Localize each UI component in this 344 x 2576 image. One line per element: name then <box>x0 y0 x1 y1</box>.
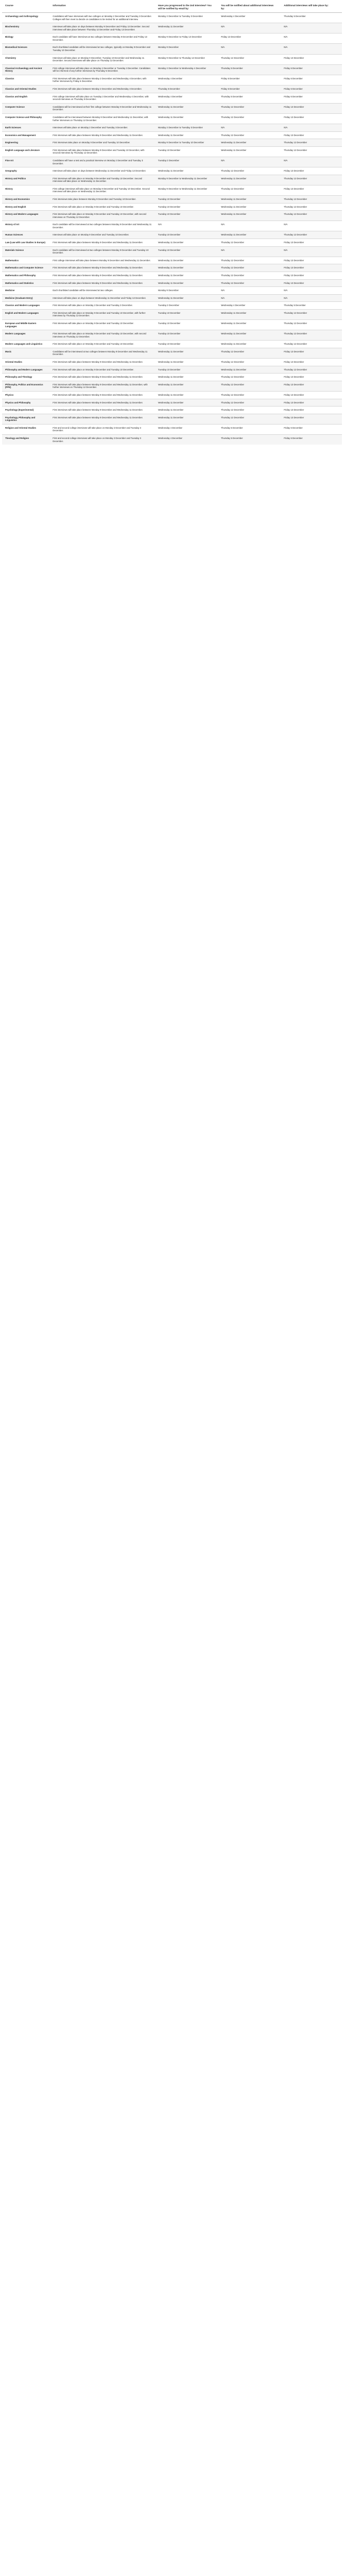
header-information: Information <box>50 3 155 12</box>
additional-notice-cell: N/A <box>218 124 281 132</box>
information-cell: Each candidate will be interviewed at two colleges between Monday 9 December and Tuesday 10 December. <box>50 246 155 257</box>
additional-date-cell: Thursday 12 December <box>281 231 342 239</box>
table-row <box>2 381 342 391</box>
course-cell: Computer Science <box>2 103 50 113</box>
additional-date-cell: Friday 13 December <box>281 167 342 175</box>
second-interview-notice-cell: Wednesday 11 December <box>155 381 218 391</box>
additional-date-cell: Thursday 12 December <box>281 366 342 374</box>
information-cell: First interviews will take place between Monday 9 December and Wednesday 11 December. <box>50 414 155 424</box>
course-cell: Modern Languages <box>2 330 50 341</box>
course-cell: Biology <box>2 33 50 44</box>
second-interview-notice-cell: Wednesday 4 December <box>155 424 218 434</box>
course-cell: Philosophy, Politics and Economics (PPE) <box>2 381 50 391</box>
information-cell: First interviews will take place on Monday 9 December and Tuesday 10 December. <box>50 320 155 330</box>
table-row <box>2 302 342 310</box>
course-cell: History and Modern Languages <box>2 211 50 221</box>
additional-notice-cell: Wednesday 11 December <box>218 196 281 204</box>
additional-notice-cell: Thursday 5 December <box>218 64 281 75</box>
course-cell: History and Politics <box>2 175 50 185</box>
table-row <box>2 33 342 44</box>
course-cell: Music <box>2 348 50 358</box>
additional-date-cell: Friday 6 December <box>281 86 342 93</box>
second-interview-notice-cell: Wednesday 11 December <box>155 257 218 264</box>
additional-notice-cell: Thursday 12 December <box>218 239 281 247</box>
second-interview-notice-cell: Wednesday 4 December <box>155 93 218 103</box>
course-cell: Modern Languages and Linguistics <box>2 341 50 348</box>
additional-notice-cell: Thursday 12 December <box>218 381 281 391</box>
additional-notice-cell: Wednesday 11 December <box>218 366 281 374</box>
table-row <box>2 124 342 132</box>
additional-notice-cell: Thursday 12 December <box>218 348 281 358</box>
information-cell: First interviews will take place on Monday 2 December and Tuesday 3 December. <box>50 302 155 310</box>
information-cell: Each shortlisted candidate will be interviewed at two colleges, typically on Monday 9 December and Tuesday 10 December. <box>50 44 155 54</box>
additional-notice-cell: Wednesday 11 December <box>218 330 281 341</box>
additional-date-cell: Thursday 12 December <box>281 139 342 147</box>
additional-notice-cell: Thursday 12 December <box>218 131 281 139</box>
information-cell: First interviews will take place on Monday 9 December and Tuesday 10 December. Second interviews will take place on Wednesday 11 December. <box>50 175 155 185</box>
second-interview-notice-cell: Monday 9 December to Friday 13 December <box>155 33 218 44</box>
additional-notice-cell: Friday 6 December <box>218 86 281 93</box>
additional-notice-cell: Thursday 12 December <box>218 406 281 414</box>
course-cell: Theology and Religion <box>2 434 50 445</box>
second-interview-notice-cell: Wednesday 11 December <box>155 113 218 124</box>
information-cell: First interviews will take place on Monday 9 December and Tuesday 10 December, with second interviews on Thursday 12 December. <box>50 330 155 341</box>
table-row <box>2 196 342 204</box>
second-interview-notice-cell: Monday 9 December <box>155 287 218 295</box>
course-cell: History and Economics <box>2 196 50 204</box>
table-row <box>2 257 342 264</box>
second-interview-notice-cell: Wednesday 11 December <box>155 348 218 358</box>
second-interview-notice-cell: Tuesday 10 December <box>155 231 218 239</box>
additional-notice-cell: Thursday 12 December <box>218 272 281 279</box>
course-cell: Medicine (Graduate Entry) <box>2 294 50 302</box>
header-row <box>2 3 342 12</box>
information-cell: First interviews will take place between Monday 9 December and Wednesday 11 December. <box>50 359 155 366</box>
table-row <box>2 185 342 195</box>
table-row <box>2 330 342 341</box>
course-cell: Classical Archaeology and Ancient History <box>2 64 50 75</box>
table-row <box>2 424 342 434</box>
additional-date-cell: Friday 13 December <box>281 406 342 414</box>
table-body <box>2 12 342 445</box>
header-additional-date: Additional interviews will take place by: <box>281 3 342 12</box>
additional-date-cell: Friday 13 December <box>281 348 342 358</box>
table-row <box>2 175 342 185</box>
second-interview-notice-cell: Wednesday 11 December <box>155 414 218 424</box>
additional-notice-cell: N/A <box>218 157 281 167</box>
second-interview-notice-cell: Tuesday 10 December <box>155 203 218 211</box>
header-second-interview-notice: Have you progressed to the 2nd Interview? You will be notified by email by: <box>155 3 218 12</box>
table-header <box>2 3 342 12</box>
additional-date-cell: N/A <box>281 23 342 33</box>
information-cell: First college interviews will take place on Monday 9 December and Tuesday 10 December. Second interviews will take place on Wednesday 11 December. <box>50 185 155 195</box>
additional-date-cell: Friday 13 December <box>281 391 342 399</box>
information-cell: First interviews will take place between Monday 2 December and Wednesday 4 December, with further interviews by Friday 6 December. <box>50 75 155 85</box>
course-cell: Physics <box>2 391 50 399</box>
second-interview-notice-cell: Wednesday 11 December <box>155 294 218 302</box>
table-row <box>2 434 342 445</box>
page <box>0 0 344 448</box>
second-interview-notice-cell: Wednesday 4 December <box>155 434 218 445</box>
information-cell: Interviews will take place on Monday 9 December, Tuesday 10 December and Wednesday 11 December. Second interviews will take place on Thursday 12 December. <box>50 54 155 64</box>
information-cell: First interviews will take place between Monday 9 December and Wednesday 11 December, with further interviews on Thursday 12 December. <box>50 381 155 391</box>
course-cell: Economics and Management <box>2 131 50 139</box>
information-cell: First interviews will take place between Monday 9 December and Wednesday 11 December. <box>50 406 155 414</box>
table-row <box>2 348 342 358</box>
course-cell: Computer Science and Philosophy <box>2 113 50 124</box>
second-interview-notice-cell: Wednesday 11 December <box>155 131 218 139</box>
additional-notice-cell: Thursday 12 December <box>218 54 281 64</box>
table-row <box>2 374 342 381</box>
information-cell: Candidates will be interviewed at two colleges between Monday 9 December and Wednesday 11 December. <box>50 348 155 358</box>
information-cell: First interviews will take place between Monday 9 December and Wednesday 11 December. <box>50 374 155 381</box>
additional-notice-cell: N/A <box>218 44 281 54</box>
additional-date-cell: Thursday 5 December <box>281 302 342 310</box>
additional-date-cell: Thursday 12 December <box>281 146 342 157</box>
table-row <box>2 359 342 366</box>
course-cell: Classics and Oriental Studies <box>2 86 50 93</box>
additional-date-cell: Thursday 12 December <box>281 341 342 348</box>
table-row <box>2 264 342 272</box>
additional-notice-cell: Friday 13 December <box>218 33 281 44</box>
information-cell: First interviews will take place on Monday 9 December and Tuesday 10 December. <box>50 366 155 374</box>
course-cell: Classics and Modern Languages <box>2 302 50 310</box>
course-cell: Chemistry <box>2 54 50 64</box>
additional-notice-cell: Thursday 12 December <box>218 374 281 381</box>
additional-date-cell: Friday 13 December <box>281 374 342 381</box>
course-cell: Religion and Oriental Studies <box>2 424 50 434</box>
second-interview-notice-cell: Wednesday 11 December <box>155 239 218 247</box>
course-cell: Mathematics and Computer Science <box>2 264 50 272</box>
information-cell: Each shortlisted candidate will be interviewed at two colleges. <box>50 287 155 295</box>
information-cell: Candidates will be interviewed at their first college between Monday 9 December and Wednesday 11 December. <box>50 103 155 113</box>
course-cell: Earth Sciences <box>2 124 50 132</box>
additional-date-cell: N/A <box>281 44 342 54</box>
information-cell: Candidates will have a test and a practical interview on Monday 2 December and Tuesday 3 December. <box>50 157 155 167</box>
additional-notice-cell: Thursday 5 December <box>218 424 281 434</box>
information-cell: Interviews will take place on days between Wednesday 11 December and Friday 13 December. <box>50 294 155 302</box>
information-cell: Interviews will take place on Monday 2 December and Tuesday 3 December. <box>50 124 155 132</box>
additional-date-cell: Friday 13 December <box>281 113 342 124</box>
information-cell: First interviews take place on Monday 9 December and Tuesday 10 December. <box>50 139 155 147</box>
course-cell: Human Sciences <box>2 231 50 239</box>
second-interview-notice-cell: Tuesday 10 December <box>155 196 218 204</box>
additional-date-cell: Thursday 12 December <box>281 211 342 221</box>
information-cell: First interviews will take place between Monday 9 December and Wednesday 11 December. <box>50 264 155 272</box>
information-cell: Interviews will take place on days between Wednesday 11 December and Friday 13 December. <box>50 167 155 175</box>
additional-notice-cell: Thursday 12 December <box>218 167 281 175</box>
table-row <box>2 54 342 64</box>
second-interview-notice-cell: Tuesday 10 December <box>155 366 218 374</box>
course-cell: Classics <box>2 75 50 85</box>
table-row <box>2 231 342 239</box>
course-cell: Geography <box>2 167 50 175</box>
course-cell: Biochemistry <box>2 23 50 33</box>
course-cell: Law (Law with Law Studies in Europe) <box>2 239 50 247</box>
table-row <box>2 272 342 279</box>
course-cell: English Language and Literature <box>2 146 50 157</box>
information-cell: First interviews take place between Monday 9 December and Tuesday 10 December. <box>50 196 155 204</box>
course-cell: Psychology, Philosophy and Linguistics <box>2 414 50 424</box>
information-cell: Interviews will take place on Monday 9 December and Tuesday 10 December. <box>50 231 155 239</box>
course-cell: Fine Art <box>2 157 50 167</box>
information-cell: First and second college interviews will take place on Monday 2 December and Tuesday 3 December. <box>50 424 155 434</box>
additional-notice-cell: N/A <box>218 23 281 33</box>
second-interview-notice-cell: Wednesday 11 December <box>155 103 218 113</box>
course-cell: Philosophy and Theology <box>2 374 50 381</box>
second-interview-notice-cell: Tuesday 10 December <box>155 309 218 319</box>
information-cell: Candidates will be interviewed between Monday 9 December and Wednesday 11 December, with further interviews on Thursday 12 December. <box>50 113 155 124</box>
table-row <box>2 113 342 124</box>
information-cell: First interviews will take place between Monday 9 December and Wednesday 11 December. <box>50 279 155 287</box>
second-interview-notice-cell: Wednesday 11 December <box>155 167 218 175</box>
additional-notice-cell: Thursday 12 December <box>218 264 281 272</box>
table-row <box>2 366 342 374</box>
additional-notice-cell: Wednesday 11 December <box>218 231 281 239</box>
additional-notice-cell: Thursday 12 December <box>218 359 281 366</box>
table-row <box>2 341 342 348</box>
second-interview-notice-cell: Monday 9 December <box>155 44 218 54</box>
additional-date-cell: N/A <box>281 124 342 132</box>
course-cell: History and English <box>2 203 50 211</box>
information-cell: First interviews will take place on Monday 9 December and Tuesday 10 December, with second interviews on Thursday 12 December. <box>50 211 155 221</box>
additional-date-cell: Friday 6 December <box>281 434 342 445</box>
additional-notice-cell: Thursday 12 December <box>218 113 281 124</box>
additional-notice-cell: Thursday 5 December <box>218 93 281 103</box>
table-row <box>2 414 342 424</box>
additional-date-cell: Friday 13 December <box>281 359 342 366</box>
table-row <box>2 309 342 319</box>
table-row <box>2 64 342 75</box>
additional-notice-cell: Thursday 12 December <box>218 185 281 195</box>
additional-date-cell: Friday 13 December <box>281 257 342 264</box>
second-interview-notice-cell: Wednesday 11 December <box>155 23 218 33</box>
additional-date-cell: Friday 13 December <box>281 54 342 64</box>
table-row <box>2 146 342 157</box>
additional-date-cell: N/A <box>281 246 342 257</box>
table-row <box>2 203 342 211</box>
additional-date-cell: Thursday 5 December <box>281 12 342 23</box>
header-additional-notice: You will be notified about additional interviews by: <box>218 3 281 12</box>
additional-notice-cell: Thursday 12 December <box>218 399 281 406</box>
additional-date-cell: Friday 13 December <box>281 399 342 406</box>
additional-notice-cell: Thursday 12 December <box>218 257 281 264</box>
additional-notice-cell: Wednesday 11 December <box>218 341 281 348</box>
additional-date-cell: Thursday 12 December <box>281 175 342 185</box>
additional-notice-cell: Thursday 12 December <box>218 103 281 113</box>
table-row <box>2 44 342 54</box>
information-cell: First interviews will take place between Monday 9 December and Wednesday 11 December. <box>50 272 155 279</box>
information-cell: First interviews will take place between Monday 9 December and Wednesday 11 December. <box>50 399 155 406</box>
additional-date-cell: Friday 13 December <box>281 279 342 287</box>
course-cell: Archaeology and Anthropology <box>2 12 50 23</box>
table-row <box>2 139 342 147</box>
course-cell: Physics and Philosophy <box>2 399 50 406</box>
table-row <box>2 23 342 33</box>
additional-notice-cell: Thursday 12 December <box>218 391 281 399</box>
table-row <box>2 103 342 113</box>
additional-notice-cell: Thursday 12 December <box>218 414 281 424</box>
second-interview-notice-cell: Tuesday 10 December <box>155 146 218 157</box>
second-interview-notice-cell: Thursday 5 December <box>155 86 218 93</box>
table-row <box>2 157 342 167</box>
additional-notice-cell: Wednesday 11 December <box>218 175 281 185</box>
additional-date-cell: Thursday 12 December <box>281 203 342 211</box>
additional-date-cell: Thursday 12 December <box>281 330 342 341</box>
second-interview-notice-cell: Monday 2 December to Tuesday 3 December <box>155 124 218 132</box>
additional-notice-cell: Wednesday 11 December <box>218 309 281 319</box>
additional-notice-cell: Wednesday 4 December <box>218 302 281 310</box>
information-cell: First interviews will take place on Monday 9 December and Tuesday 10 December. <box>50 341 155 348</box>
additional-date-cell: Thursday 12 December <box>281 309 342 319</box>
second-interview-notice-cell: Monday 2 December to Tuesday 3 December <box>155 12 218 23</box>
table-row <box>2 167 342 175</box>
second-interview-notice-cell: Monday 2 December to Wednesday 4 December <box>155 64 218 75</box>
additional-date-cell: N/A <box>281 157 342 167</box>
second-interview-notice-cell: Monday 9 December to Wednesday 11 December <box>155 175 218 185</box>
information-cell: Interviews will take place on days between Monday 9 December and Friday 13 December. Second interviews will take place between Thursday 12 December and Friday 13 December. <box>50 23 155 33</box>
additional-notice-cell: N/A <box>218 287 281 295</box>
information-cell: Each candidate will be interviewed at two colleges between Monday 9 December and Wednesday 11 December. <box>50 221 155 231</box>
additional-notice-cell: Wednesday 11 December <box>218 320 281 330</box>
information-cell: First interviews will take place between Monday 9 December and Wednesday 11 December. <box>50 391 155 399</box>
information-cell: First college interviews will take place between Monday 9 December and Wednesday 11 December. <box>50 257 155 264</box>
information-cell: Candidates will have interviews with two colleges on Monday 2 December and Tuesday 3 December. Colleges will then meet to decide on candidates to be invited for an additional interview. <box>50 12 155 23</box>
course-cell: Oriental Studies <box>2 359 50 366</box>
table-row <box>2 12 342 23</box>
additional-notice-cell: N/A <box>218 221 281 231</box>
additional-notice-cell: Wednesday 4 December <box>218 12 281 23</box>
course-cell: Philosophy and Modern Languages <box>2 366 50 374</box>
information-cell: First interviews will take place between Monday 9 December and Tuesday 10 December, with second interviews by Thursday 12 December. <box>50 146 155 157</box>
second-interview-notice-cell: Wednesday 11 December <box>155 374 218 381</box>
course-cell: Medicine <box>2 287 50 295</box>
table-row <box>2 86 342 93</box>
course-cell: Biomedical Sciences <box>2 44 50 54</box>
course-cell: European and Middle Eastern Languages <box>2 320 50 330</box>
second-interview-notice-cell: Tuesday 3 December <box>155 157 218 167</box>
additional-date-cell: N/A <box>281 294 342 302</box>
course-cell: Psychology (Experimental) <box>2 406 50 414</box>
additional-notice-cell: N/A <box>218 246 281 257</box>
additional-notice-cell: Thursday 12 December <box>218 279 281 287</box>
additional-notice-cell: Friday 6 December <box>218 75 281 85</box>
table-row <box>2 211 342 221</box>
table-row <box>2 75 342 85</box>
information-cell: First college interviews will take place on Monday 2 December or Tuesday 3 December. Candidates will be informed of any further interviews by Thursday 5 December. <box>50 64 155 75</box>
second-interview-notice-cell: Wednesday 11 December <box>155 264 218 272</box>
information-cell: First interviews will take place between Monday 9 December and Wednesday 11 December. <box>50 239 155 247</box>
table-row <box>2 246 342 257</box>
information-cell: First interviews will take place between Monday 2 December and Wednesday 4 December. <box>50 86 155 93</box>
additional-date-cell: Thursday 12 December <box>281 320 342 330</box>
course-cell: Mathematics and Statistics <box>2 279 50 287</box>
information-cell: First interviews will take place between Monday 9 December and Wednesday 11 December. <box>50 131 155 139</box>
second-interview-notice-cell: Wednesday 11 December <box>155 279 218 287</box>
table-row <box>2 279 342 287</box>
second-interview-notice-cell: Tuesday 3 December <box>155 302 218 310</box>
additional-date-cell: N/A <box>281 221 342 231</box>
additional-date-cell: Thursday 12 December <box>281 196 342 204</box>
information-cell: Each candidate will have interviews at two colleges between Monday 9 December and Friday 13 December. <box>50 33 155 44</box>
additional-notice-cell: Wednesday 11 December <box>218 139 281 147</box>
table-row <box>2 131 342 139</box>
course-cell: Mathematics and Philosophy <box>2 272 50 279</box>
table-row <box>2 399 342 406</box>
second-interview-notice-cell: Monday 9 December to Thursday 12 December <box>155 54 218 64</box>
second-interview-notice-cell: Tuesday 10 December <box>155 211 218 221</box>
additional-date-cell: Friday 13 December <box>281 264 342 272</box>
additional-date-cell: Friday 13 December <box>281 239 342 247</box>
course-cell: English and Modern Languages <box>2 309 50 319</box>
second-interview-notice-cell: Monday 9 December to Wednesday 11 December <box>155 185 218 195</box>
additional-notice-cell: N/A <box>218 294 281 302</box>
course-cell: Engineering <box>2 139 50 147</box>
second-interview-notice-cell: Wednesday 11 December <box>155 399 218 406</box>
second-interview-notice-cell: Wednesday 11 December <box>155 406 218 414</box>
table-row <box>2 294 342 302</box>
additional-date-cell: Friday 13 December <box>281 381 342 391</box>
second-interview-notice-cell: Tuesday 10 December <box>155 246 218 257</box>
second-interview-notice-cell: Tuesday 10 December <box>155 320 218 330</box>
additional-notice-cell: Wednesday 11 December <box>218 146 281 157</box>
additional-date-cell: Friday 6 December <box>281 93 342 103</box>
additional-date-cell: Friday 6 December <box>281 75 342 85</box>
additional-notice-cell: Wednesday 11 December <box>218 211 281 221</box>
table-row <box>2 221 342 231</box>
information-cell: First interviews will take place on Monday 9 December and Tuesday 10 December. <box>50 203 155 211</box>
additional-date-cell: Friday 13 December <box>281 272 342 279</box>
second-interview-notice-cell: Tuesday 10 December <box>155 330 218 341</box>
information-cell: First and second college interviews will take place on Monday 2 December and Tuesday 3 December. <box>50 434 155 445</box>
additional-date-cell: Friday 6 December <box>281 64 342 75</box>
table-row <box>2 93 342 103</box>
header-course: Course <box>2 3 50 12</box>
table-row <box>2 287 342 295</box>
course-cell: Mathematics <box>2 257 50 264</box>
additional-date-cell: Friday 13 December <box>281 185 342 195</box>
information-cell: First interviews will take place on Monday 9 December and Tuesday 10 December, with further interviews by Thursday 12 December. <box>50 309 155 319</box>
table-row <box>2 406 342 414</box>
course-cell: History <box>2 185 50 195</box>
course-cell: History of Art <box>2 221 50 231</box>
course-cell: Classics and English <box>2 93 50 103</box>
second-interview-notice-cell: N/A <box>155 221 218 231</box>
table-row <box>2 391 342 399</box>
course-cell: Materials Science <box>2 246 50 257</box>
second-interview-notice-cell: Monday 9 December to Tuesday 10 December <box>155 139 218 147</box>
additional-date-cell: Friday 13 December <box>281 131 342 139</box>
interview-schedule-table <box>2 3 342 445</box>
second-interview-notice-cell: Wednesday 11 December <box>155 391 218 399</box>
table-row <box>2 239 342 247</box>
second-interview-notice-cell: Wednesday 11 December <box>155 359 218 366</box>
additional-date-cell: N/A <box>281 33 342 44</box>
information-cell: First college interviews will take place on Tuesday 3 December and Wednesday 4 December, with second interviews on Thursday 5 December. <box>50 93 155 103</box>
second-interview-notice-cell: Wednesday 4 December <box>155 75 218 85</box>
table-row <box>2 320 342 330</box>
second-interview-notice-cell: Tuesday 10 December <box>155 341 218 348</box>
second-interview-notice-cell: Wednesday 11 December <box>155 272 218 279</box>
additional-date-cell: Friday 13 December <box>281 414 342 424</box>
additional-date-cell: Friday 6 December <box>281 424 342 434</box>
additional-notice-cell: Wednesday 11 December <box>218 203 281 211</box>
additional-date-cell: N/A <box>281 287 342 295</box>
additional-notice-cell: Thursday 5 December <box>218 434 281 445</box>
additional-date-cell: Friday 13 December <box>281 103 342 113</box>
